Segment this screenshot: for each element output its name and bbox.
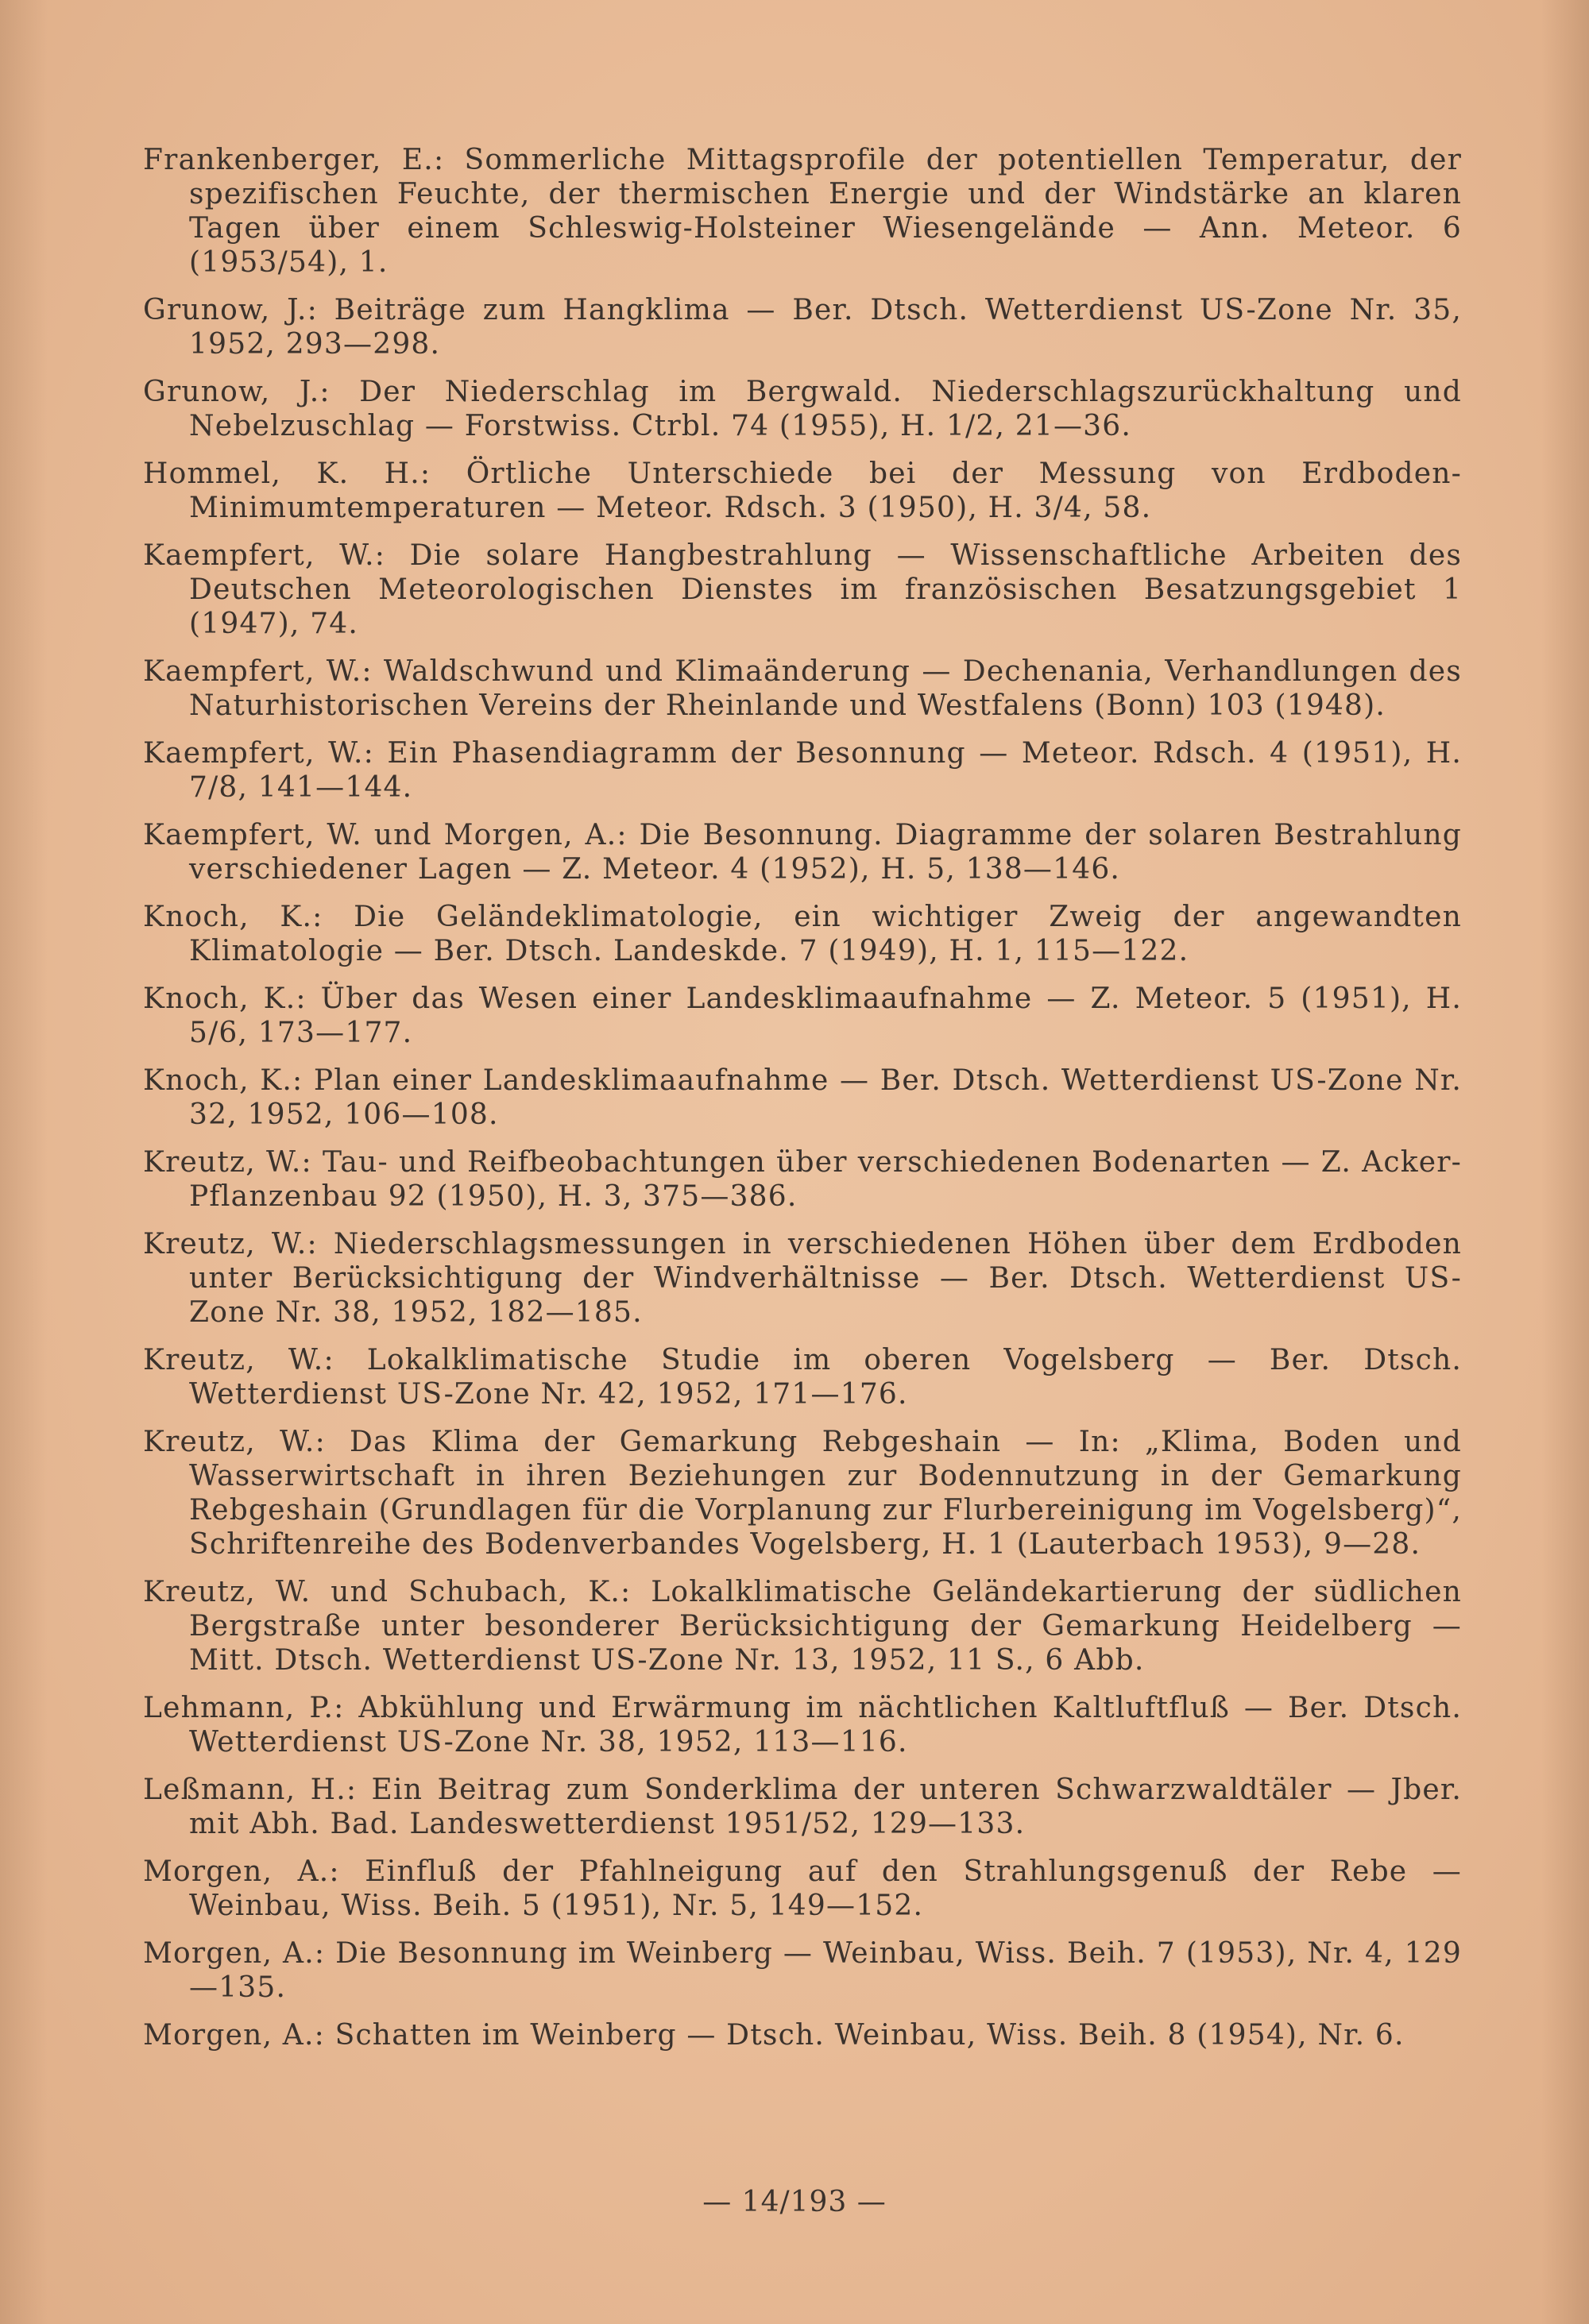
page-number: — 14/193 —: [702, 2186, 887, 2218]
bibliography-entry: Kreutz, W.: Niederschlagsmessungen in verschiedenen Höhen über dem Erdboden unter Berücksichtigung der Windverhältnisse — Ber. Dtsch. Wetterdienst US-Zone Nr. 38, 1952, 182—185.: [143, 1228, 1462, 1329]
bibliography-entry: Kaempfert, W.: Ein Phasendiagramm der Besonnung — Meteor. Rdsch. 4 (1951), H. 7/8, 141—144.: [143, 737, 1462, 804]
bibliography-entry: Knoch, K.: Über das Wesen einer Landesklimaaufnahme — Z. Meteor. 5 (1951), H. 5/6, 173—177.: [143, 982, 1462, 1049]
bibliography-entry: Kreutz, W.: Das Klima der Gemarkung Rebgeshain — In: „Klima, Boden und Wasserwirtschaft in ihren Beziehungen zur Bodennutzung in der Gemarkung Rebgeshain (Grundlagen für die Vorplanung zur Flurbereinigung im Vogelsberg)“, Schriftenreihe des Bodenverbandes Vogelsberg, H. 1 (Lauterbach 1953), 9—28.: [143, 1426, 1462, 1561]
bibliography-entry: Grunow, J.: Der Niederschlag im Bergwald. Niederschlagszurückhaltung und Nebelzuschlag — Forstwiss. Ctrbl. 74 (1955), H. 1/2, 21—36.: [143, 376, 1462, 442]
page-edge-left: [0, 0, 48, 2324]
bibliography-entry: Morgen, A.: Einfluß der Pfahlneigung auf den Strahlungsgenuß der Rebe — Weinbau, Wiss. Beih. 5 (1951), Nr. 5, 149—152.: [143, 1855, 1462, 1922]
bibliography-entry: Hommel, K. H.: Örtliche Unterschiede bei der Messung von Erdboden-Minimumtemperaturen — Meteor. Rdsch. 3 (1950), H. 3/4, 58.: [143, 457, 1462, 524]
bibliography-entry: Kaempfert, W.: Waldschwund und Klimaänderung — Dechenania, Verhandlungen des Naturhistorischen Vereins der Rheinlande und Westfalens (Bonn) 103 (1948).: [143, 655, 1462, 722]
bibliography-entry: Lehmann, P.: Abkühlung und Erwärmung im nächtlichen Kaltluftfluß — Ber. Dtsch. Wetterdienst US-Zone Nr. 38, 1952, 113—116.: [143, 1692, 1462, 1758]
bibliography-entry: Grunow, J.: Beiträge zum Hangklima — Ber. Dtsch. Wetterdienst US-Zone Nr. 35, 1952, 293—298.: [143, 294, 1462, 361]
bibliography-entry: Kaempfert, W.: Die solare Hangbestrahlung — Wissenschaftliche Arbeiten des Deutschen Meteorologischen Dienstes im französischen Besatzungsgebiet 1 (1947), 74.: [143, 539, 1462, 640]
bibliography-entry: Leßmann, H.: Ein Beitrag zum Sonderklima der unteren Schwarzwaldtäler — Jber. mit Abh. Bad. Landeswetterdienst 1951/52, 129—133.: [143, 1774, 1462, 1840]
bibliography-entry: Morgen, A.: Schatten im Weinberg — Dtsch. Weinbau, Wiss. Beih. 8 (1954), Nr. 6.: [143, 2019, 1405, 2052]
bibliography-entry: Knoch, K.: Plan einer Landesklimaaufnahme — Ber. Dtsch. Wetterdienst US-Zone Nr. 32, 1952, 106—108.: [143, 1064, 1462, 1131]
bibliography-entry: Kreutz, W.: Tau- und Reifbeobachtungen über verschiedenen Bodenarten — Z. Acker-Pflanzenbau 92 (1950), H. 3, 375—386.: [143, 1146, 1462, 1213]
bibliography-entry: Knoch, K.: Die Geländeklimatologie, ein wichtiger Zweig der angewandten Klimatologie — Ber. Dtsch. Landeskde. 7 (1949), H. 1, 115—122.: [143, 901, 1462, 967]
bibliography-entry: Frankenberger, E.: Sommerliche Mittagsprofile der potentiellen Temperatur, der spezifischen Feuchte, der thermischen Energie und der Windstärke an klaren Tagen über einem Schleswig-Holsteiner Wiesengelände — Ann. Meteor. 6 (1953/54), 1.: [143, 144, 1462, 279]
bibliography-entry: Kaempfert, W. und Morgen, A.: Die Besonnung. Diagramme der solaren Bestrahlung verschiedener Lagen — Z. Meteor. 4 (1952), H. 5, 138—146.: [143, 819, 1462, 886]
bibliography-entry: Kreutz, W. und Schubach, K.: Lokalklimatische Geländekartierung der südlichen Bergstraße unter besonderer Berücksichtigung der Gemarkung Heidelberg — Mitt. Dtsch. Wetterdienst US-Zone Nr. 13, 1952, 11 S., 6 Abb.: [143, 1576, 1462, 1677]
bibliography-entry: Kreutz, W.: Lokalklimatische Studie im oberen Vogelsberg — Ber. Dtsch. Wetterdienst US-Zone Nr. 42, 1952, 171—176.: [143, 1344, 1462, 1411]
bibliography-entry: Morgen, A.: Die Besonnung im Weinberg — Weinbau, Wiss. Beih. 7 (1953), Nr. 4, 129—135.: [143, 1937, 1462, 2004]
page-edge-right: [1541, 0, 1589, 2324]
bibliography-list: [143, 143, 1462, 2066]
